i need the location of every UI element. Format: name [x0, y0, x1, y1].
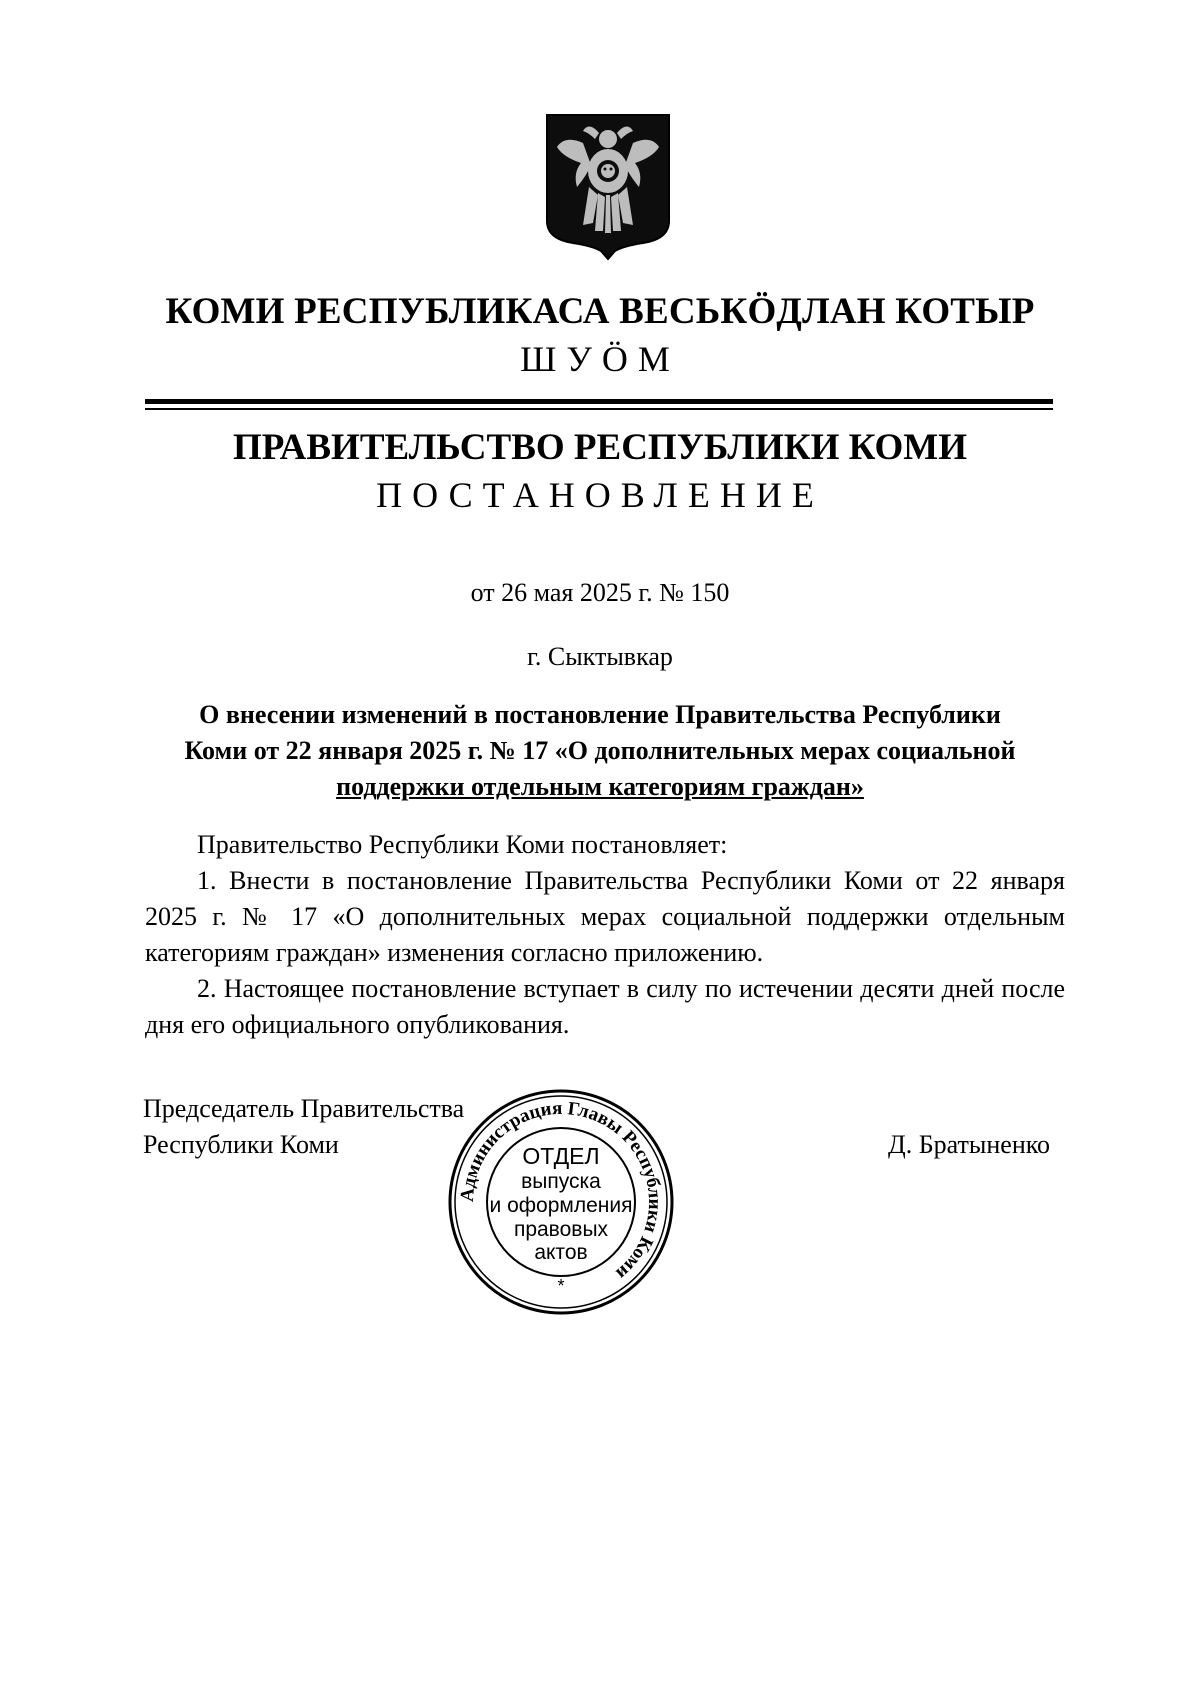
document-body	[145, 827, 1065, 1043]
stamp-ring-text: Администрация Главы Республики Коми	[456, 1097, 666, 1284]
document-title-line: поддержки отдельным категориям граждан»	[336, 772, 864, 801]
stamp-center-text: и оформления	[489, 1194, 633, 1217]
document-title	[0, 697, 1200, 805]
body-item-2: 2. Настоящее постановление вступает в силу по истечении десяти дней после дня его официального опубликования.	[145, 974, 1065, 1039]
signatory-position	[143, 1091, 464, 1163]
body-intro: Правительство Республики Коми постановляет:	[197, 830, 728, 859]
komi-government-title: КОМИ РЕСПУБЛИКАСА ВЕСЬКÖДЛАН КОТЫР	[165, 291, 1035, 332]
signatory-position-line: Республики Коми	[143, 1130, 339, 1159]
header-divider-thin	[145, 408, 1053, 410]
document-date-number: от 26 мая 2025 г. № 150	[470, 578, 730, 607]
komi-document-type: ШУÖМ	[520, 339, 680, 379]
document-city: г. Сыктывкар	[527, 642, 673, 671]
coat-of-arms-icon	[543, 113, 673, 263]
document-title-line: Коми от 22 января 2025 г. № 17 «О дополнительных мерах социальной	[184, 736, 1016, 765]
stamp-center-text: ОТДЕЛ	[522, 1143, 600, 1169]
russian-government-title: ПРАВИТЕЛЬСТВО РЕСПУБЛИКИ КОМИ	[233, 427, 967, 468]
signatory-position-line: Председатель Правительства	[143, 1094, 465, 1123]
stamp-center-text: актов	[534, 1241, 588, 1264]
header-divider-thick	[145, 399, 1053, 404]
stamp-star: *	[557, 1276, 565, 1296]
stamp-center-text: выпуска	[521, 1170, 601, 1193]
stamp-center-text: правовых	[513, 1218, 609, 1241]
document-title-line: О внесении изменений в постановление Правительства Республики	[199, 700, 1001, 729]
russian-document-type: ПОСТАНОВЛЕНИЕ	[376, 475, 824, 515]
body-item-1: 1. Внести в постановление Правительства Республики Коми от 22 января 2025 г. № 17 «О дополнительных мерах социальной поддержки отдельным категориям граждан» изменения согласно приложению.	[145, 866, 1065, 967]
official-stamp	[446, 1087, 676, 1317]
signatory-name: Д. Братыненко	[888, 1130, 1051, 1159]
